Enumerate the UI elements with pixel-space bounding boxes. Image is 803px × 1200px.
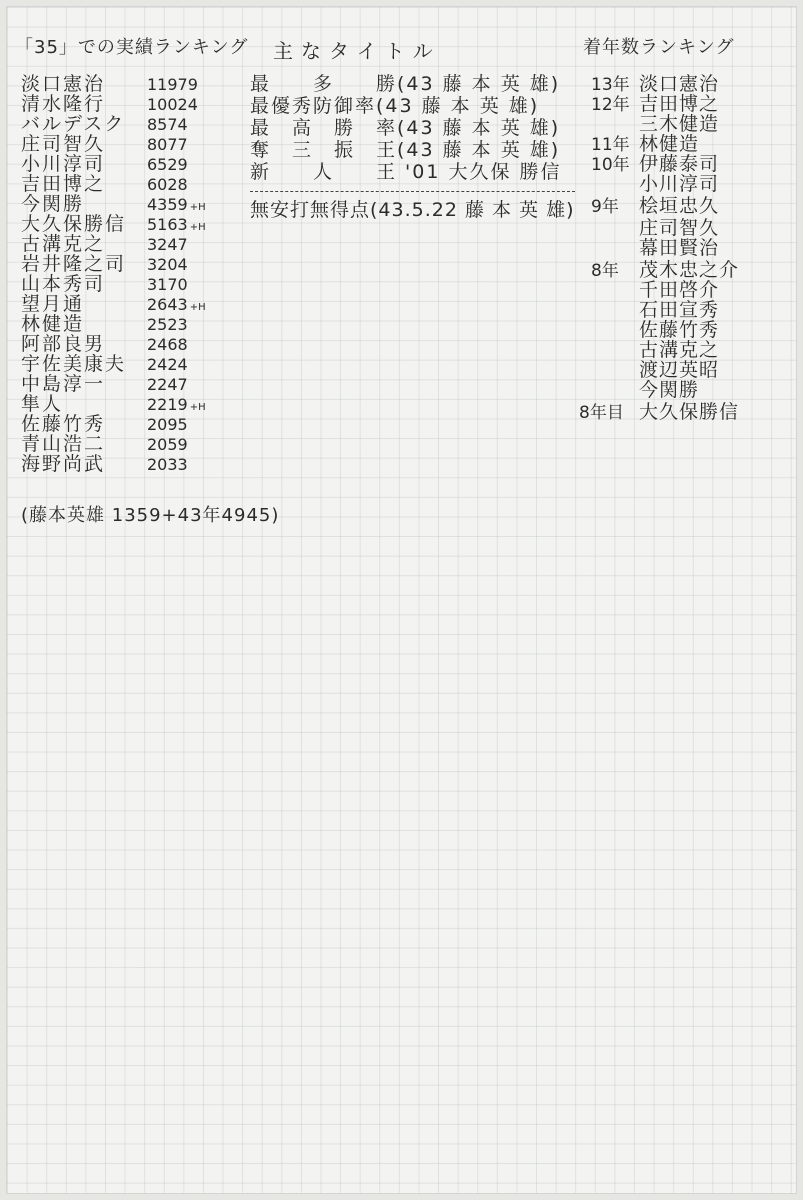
right-header: 着年数ランキング (583, 37, 735, 58)
list-item: 三木健造 (639, 113, 720, 135)
list-item: 11年 林健造 (591, 133, 700, 155)
list-item: 山本秀司 3170 (21, 273, 188, 295)
list-item: 庄司智久 8077 (21, 133, 188, 155)
list-item: バルデスク 8574 (21, 113, 188, 135)
list-item: 千田啓介 (639, 279, 720, 301)
list-item: 隼人 2219 +H (21, 393, 206, 415)
list-item: 幕田賢治 (639, 237, 720, 259)
graph-paper (6, 6, 797, 1194)
title-item: 最 高 勝 率(43 藤 本 英 雄) (250, 117, 561, 139)
list-item: 林健造 2523 (21, 313, 188, 335)
list-item: 大久保勝信 5163 +H (21, 213, 206, 235)
list-item: 望月通 2643 +H (21, 293, 206, 315)
list-item: 吉田博之 6028 (21, 173, 188, 195)
list-item: 9年 桧垣忠久 (591, 195, 720, 217)
list-item: 13年 淡口憲治 (591, 73, 720, 95)
list-item: 石田宣秀 (639, 299, 720, 321)
list-item: 12年 吉田博之 (591, 93, 720, 115)
list-item: 8年目 大久保勝信 (579, 401, 740, 423)
list-item: 小川淳司 (639, 173, 720, 195)
list-item: 小川淳司 6529 (21, 153, 188, 175)
list-item: 阿部良男 2468 (21, 333, 188, 355)
title-item: 奪 三 振 王(43 藤 本 英 雄) (250, 139, 561, 161)
list-item: 宇佐美康夫 2424 (21, 353, 188, 375)
list-item: 佐藤竹秀 2095 (21, 413, 188, 435)
list-item: 8年 茂木忠之介 (591, 259, 740, 281)
list-item: 今関勝 4359 +H (21, 193, 206, 215)
list-item: 岩井隆之司 3204 (21, 253, 188, 275)
list-item: 青山浩二 2059 (21, 433, 188, 455)
special-record: 無安打無得点(43.5.22 藤 本 英 雄) (250, 199, 575, 221)
list-item: 今関勝 (639, 379, 700, 401)
list-item: 佐藤竹秀 (639, 319, 720, 341)
list-item: 清水隆行 10024 (21, 93, 198, 115)
title-item: 新 人 王 '01 大久保 勝信 (250, 161, 562, 183)
footnote: (藤本英雄 1359+43年4945) (21, 505, 280, 526)
list-item: 中島淳一 2247 (21, 373, 188, 395)
list-item: 古溝克之 3247 (21, 233, 188, 255)
title-item: 最優秀防御率(43 藤 本 英 雄) (250, 95, 540, 117)
dashed-divider (250, 191, 575, 192)
list-item: 淡口憲治 11979 (21, 73, 198, 95)
list-item: 庄司智久 (639, 217, 720, 239)
left-header: 「35」での実績ランキング (15, 37, 249, 58)
list-item: 10年 伊藤泰司 (591, 153, 720, 175)
title-item: 最 多 勝(43 藤 本 英 雄) (250, 73, 561, 95)
list-item: 古溝克之 (639, 339, 720, 361)
list-item: 渡辺英昭 (639, 359, 720, 381)
list-item: 海野尚武 2033 (21, 453, 188, 475)
center-header: 主なタイトル (273, 39, 441, 63)
